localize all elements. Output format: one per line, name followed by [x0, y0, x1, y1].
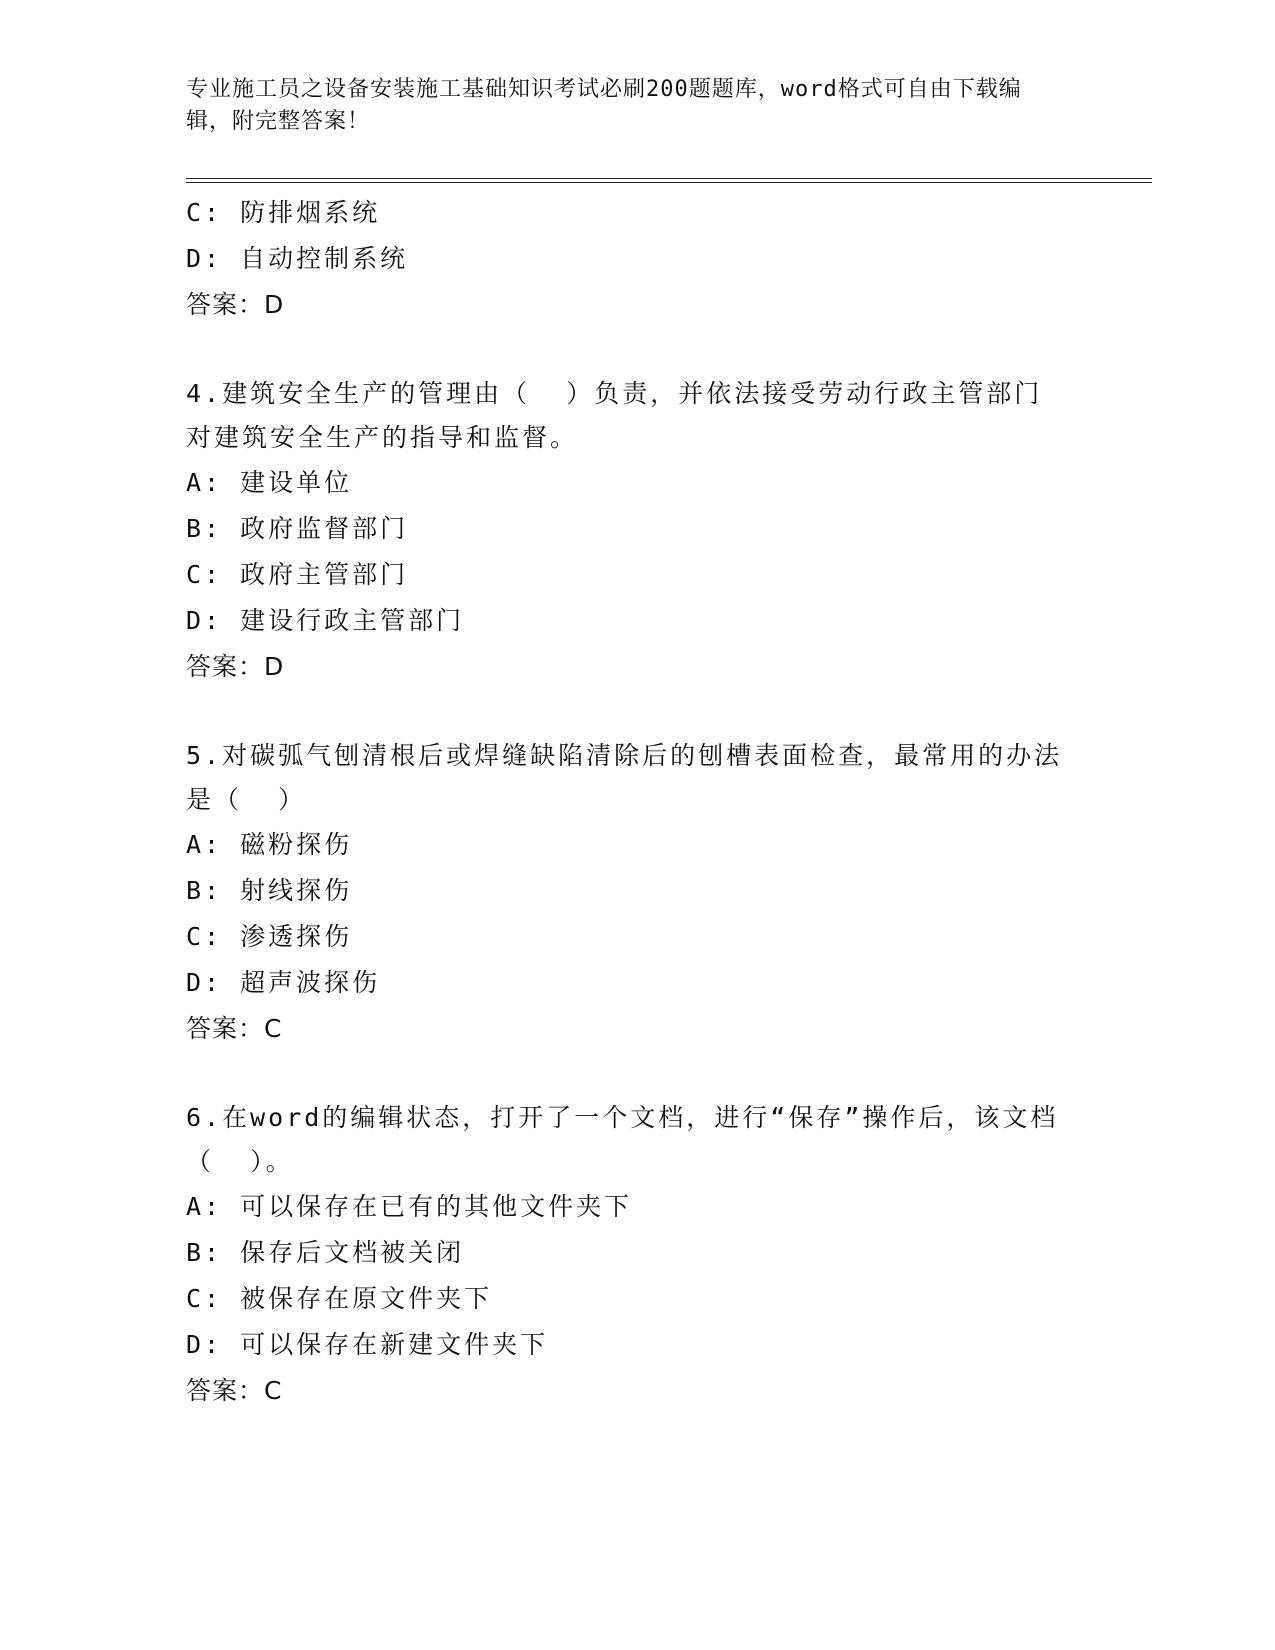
option-d: D: 自动控制系统	[186, 244, 409, 273]
option-c: C: 防排烟系统	[186, 198, 381, 227]
answer-line: 答案：C	[186, 1014, 283, 1043]
option-c: C: 被保存在原文件夹下	[186, 1284, 493, 1313]
option-d: D: 超声波探伤	[186, 968, 381, 997]
option-c: C: 渗透探伤	[186, 922, 353, 951]
option-c: C: 政府主管部门	[186, 560, 409, 589]
spacer	[186, 1052, 1066, 1096]
document-header-title: 专业施工员之设备安装施工基础知识考试必刷200题题库，word格式可自由下载编辑，附完整答案！	[186, 77, 1022, 134]
answer-line: 答案：C	[186, 1376, 283, 1405]
document-body	[186, 190, 1066, 1414]
question-5	[186, 734, 1066, 1052]
option-b: B: 政府监督部门	[186, 514, 409, 543]
option-b: B: 射线探伤	[186, 876, 353, 905]
header-divider-top	[186, 178, 1152, 179]
spacer	[186, 690, 1066, 734]
option-a: A: 可以保存在已有的其他文件夹下	[186, 1192, 633, 1221]
option-d: D: 可以保存在新建文件夹下	[186, 1330, 549, 1359]
option-d: D: 建设行政主管部门	[186, 606, 465, 635]
option-b: B: 保存后文档被关闭	[186, 1238, 465, 1267]
question-text: 4.建筑安全生产的管理由（ ）负责，并依法接受劳动行政主管部门对建筑安全生产的指导和监督。	[186, 379, 1043, 452]
answer-line: 答案：D	[186, 652, 285, 681]
question-6	[186, 1096, 1066, 1414]
spacer	[186, 328, 1066, 372]
option-a: A: 建设单位	[186, 468, 353, 497]
question-4	[186, 372, 1066, 690]
answer-line: 答案：D	[186, 290, 285, 319]
question-text: 5.对碳弧气刨清根后或焊缝缺陷清除后的刨槽表面检查，最常用的办法是（ ）	[186, 741, 1063, 814]
option-a: A: 磁粉探伤	[186, 830, 353, 859]
header-divider-bottom	[186, 182, 1152, 183]
question-text: 6.在word的编辑状态，打开了一个文档，进行“保存”操作后，该文档（ ）。	[186, 1103, 1059, 1176]
question-carryover	[186, 190, 1066, 328]
